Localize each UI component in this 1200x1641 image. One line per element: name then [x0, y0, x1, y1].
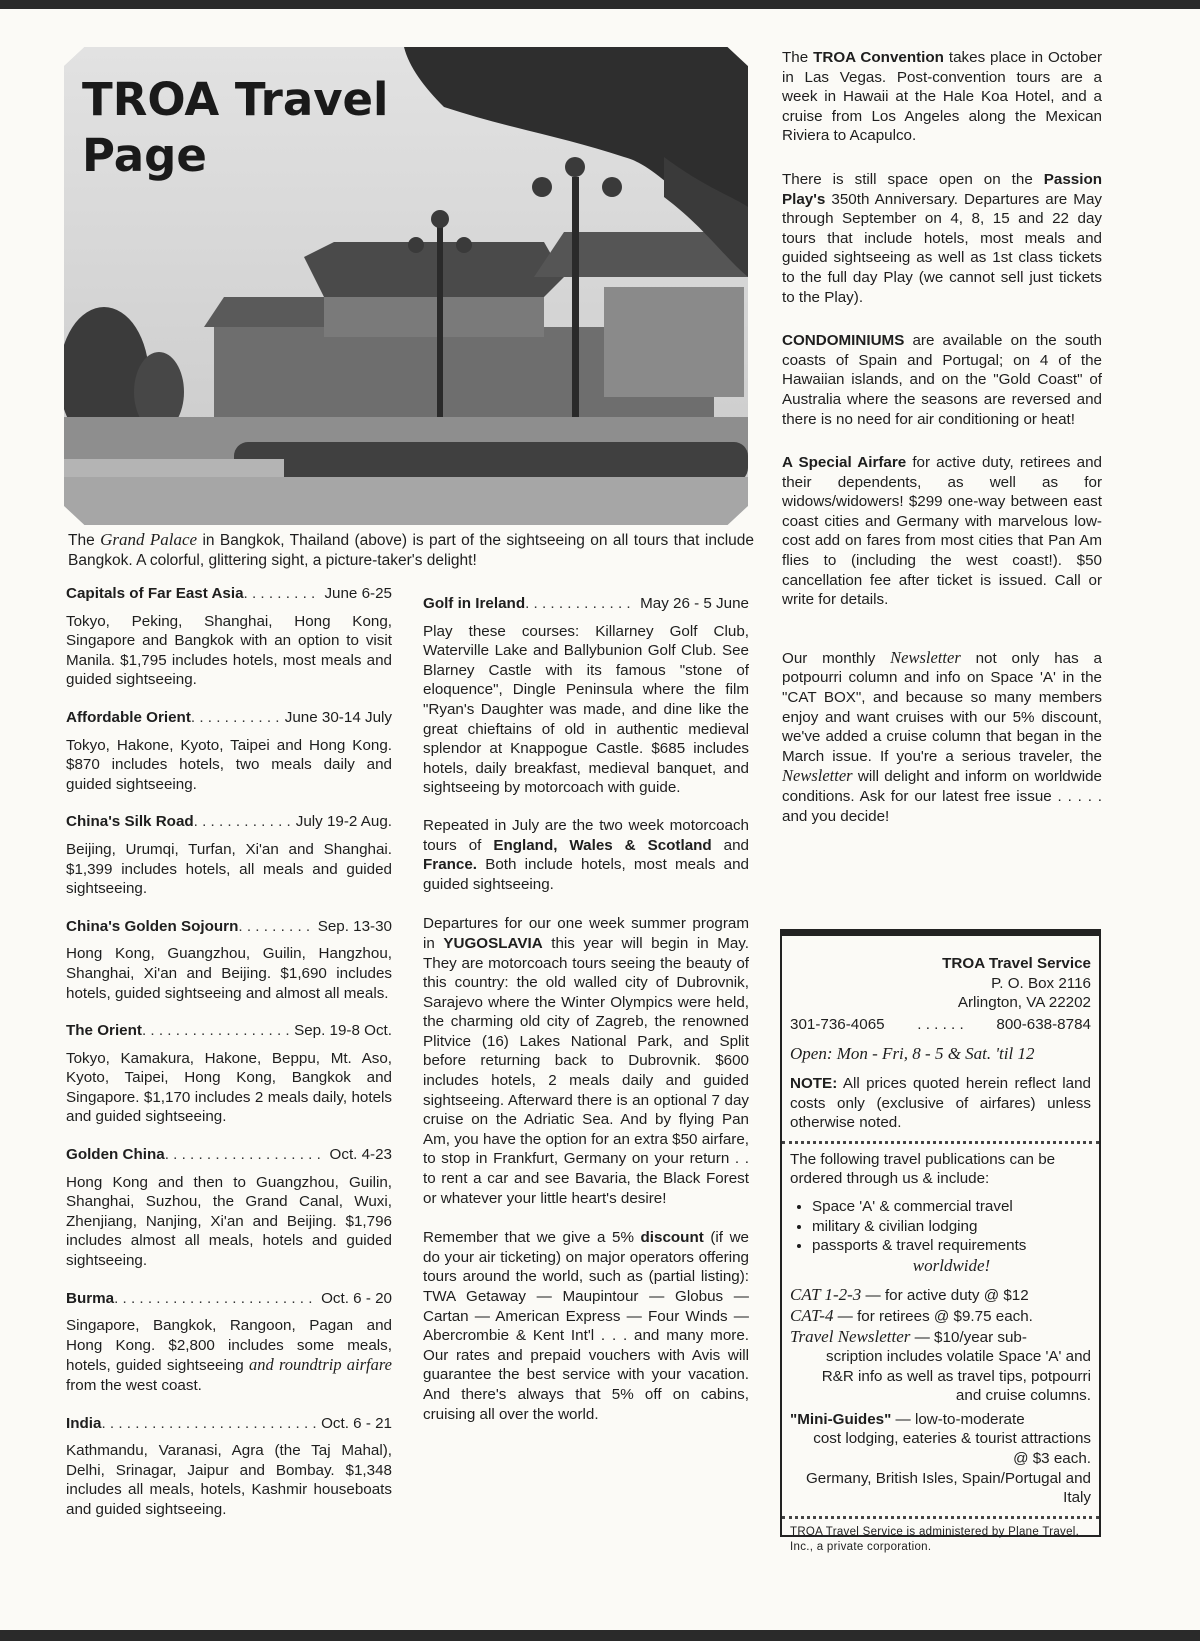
tour-item: [66, 584, 392, 690]
service-phones: 301-736-4065 . . . . . . 800-638-8784: [790, 1015, 1091, 1033]
service-city: Arlington, VA 22202: [957, 994, 1091, 1012]
convention-paragraph: The TROA Convention takes place in October in Las Vegas. Post-convention tours are a week in Hawaii at the Hale Koa Hotel, and a cruise from Los Angeles along the Mexican Riviera to Acapulco.: [782, 49, 1102, 145]
tour-dates: Sep. 19-8 Oct.: [294, 1022, 392, 1040]
tour-description: Hong Kong and then to Guangzhou, Guilin, Shanghai, Suzhou, the Grand Canal, Wuxi, Zhenjiang, Nanjing, Xi'an and Beijing. $1,796 includes almost all meals, hotels and guided sightseeing.: [66, 1173, 392, 1270]
tour-dates: June 6-25: [324, 585, 392, 602]
dotted-divider: [782, 1141, 1099, 1144]
tour-description: Beijing, Urumqi, Turfan, Xi'an and Shanghai. $1,399 includes hotels, all meals and guided sightseeing.: [66, 840, 392, 898]
cat-123-item: CAT 1-2-3 — for active duty @ $12: [790, 1285, 1029, 1305]
mini-guides-countries: Germany, British Isles, Spain/Portugal and Italy: [805, 1469, 1091, 1507]
publications-intro: The following travel publications can be ordered through us & include:: [790, 1150, 1056, 1188]
yugoslavia-paragraph: Departures for our one week summer program in YUGOSLAVIA this year will begin in May. They are motorcoach tours seeing the beauty of this country: the old walled city of Dubrovnik, Sarajevo where the Winter Olympics were held, the charming old city of Zagreb, the renowned Plitvice (16) Lakes National Park, and Split before returning back to Dubrovnik. $600 includes hotels, 2 meals daily and guided sightseeing. Afterward there is an optional 7 day cruise on the Adriatic Sea. And by flying Pan Am, you have the option for an extra $50 airfare, to stop in Frankfurt, Germany on your return . . to rent a car and see Bavaria, the Black Forest or whatever your little heart's desire!: [423, 915, 749, 1207]
tour-name: China's Golden Sojourn: [66, 917, 239, 935]
passion-play-paragraph: There is still space open on the Passion Play's 350th Anniversary. Departures are May through September on 4, 8, 15 and 22 day tours that include hotels, most meals and guided sightseeing as well as 1st class tickets to the full day Play (we cannot sell just tickets to the Play).: [782, 170, 1102, 306]
tour-name: China's Silk Road: [66, 813, 194, 831]
tour-description: Tokyo, Peking, Shanghai, Hong Kong, Singapore and Bangkok with an option to visit Manila. $1,795 includes hotels, most meals and guided sightseeing.: [66, 612, 392, 689]
page-title: TROA Travel Page: [82, 73, 389, 182]
newsletter-item: Travel Newsletter — $10/year sub- scription includes volatile Space 'A' and R&R info as well as travel tips, potpourri and cruise columns.: [790, 1326, 1091, 1405]
tour-item: [66, 708, 392, 794]
tour-item: [66, 917, 392, 1003]
condominiums-paragraph: CONDOMINIUMS are available on the south coasts of Spain and Portugal; on 4 of the Hawaiian islands, and on the "Gold Coast" of Australia where the seasons are reversed and there is no need for air conditioning or heat!: [782, 332, 1102, 428]
right-column: [782, 48, 1102, 850]
tour-name: Affordable Orient: [66, 708, 191, 726]
tour-item: [66, 1021, 392, 1127]
photo-caption: The Grand Palace in Bangkok, Thailand (above) is part of the sightseeing on all tours that include Bangkok. A colorful, glittering sight, a picture-taker's delight!: [68, 530, 755, 569]
tour-name: India: [66, 1414, 102, 1432]
service-name: TROA Travel Service: [942, 955, 1091, 972]
tour-name: The Orient: [66, 1022, 142, 1040]
tour-name: Burma: [66, 1289, 115, 1307]
tour-description: Kathmandu, Varanasi, Agra (the Taj Mahal), Delhi, Srinagar, Jaipur and Bombay. $1,348 includes all meals, hotels, Kashmir houseboats and guided sightseeing.: [66, 1442, 392, 1518]
tour-name: Golf in Ireland: [423, 595, 526, 612]
tour-dates: June 30-14 July: [284, 708, 392, 726]
list-item: • passports & travel requirements worldwide!: [812, 1236, 1091, 1275]
tour-list-column: [66, 584, 392, 1538]
tour-item: [66, 1289, 392, 1396]
mini-guides-item: "Mini-Guides" — low-to-moderate cost lodging, eateries & tourist attractions @ $3 each.: [790, 1410, 1091, 1468]
tour-description: Play these courses: Killarney Golf Club, Waterville Lake and Ballybunion Golf Club. See Blarney Castle with its famous "stone of eloquence", Dingle Peninsula where the film "Ryan's Daughter was made, and dine like the great chieftains of old in authentic medieval splendor at Knappogue Castle. $685 includes hotels, daily breakfast, medieval banquet, and sightseeing by motorcoach with guide.: [423, 622, 749, 797]
tour-dates: July 19-2 Aug.: [295, 813, 392, 831]
special-airfare-paragraph: A Special Airfare for active duty, retirees and their dependents, as well as for widows/widowers! $299 one-way between east coast cities and Germany with marvelous low-cost add on fares from most cities that Pan Am flies to (including the west coast!). $50 cancellation fee after ticket is issued. Call or write for details.: [782, 454, 1102, 609]
phone-local[interactable]: 301-736-4065: [790, 1015, 885, 1033]
tour-item: [423, 594, 749, 798]
office-hours: Open: Mon - Fri, 8 - 5 & Sat. 'til 12: [790, 1044, 1035, 1064]
publications-list: [790, 1197, 1091, 1275]
administration-note: TROA Travel Service is administered by Plane Travel, Inc., a private corporation.: [790, 1525, 1080, 1553]
cat-4-item: CAT-4 — for retirees @ $9.75 each.: [790, 1305, 1033, 1325]
tour-description: Tokyo, Kamakura, Hakone, Beppu, Mt. Aso, Kyoto, Taipei, Hong Kong, Bangkok and Singapore. $1,170 includes 2 meals daily, hotels and guided sightseeing.: [66, 1049, 392, 1126]
tour-description: Singapore, Bangkok, Rangoon, Pagan and Hong Kong. $2,800 includes some meals, hotels, guided sightseeing and roundtrip airfare from the west coast.: [66, 1317, 392, 1394]
tour-description: Hong Kong, Guangzhou, Guilin, Hangzhou, Shanghai, Xi'an and Beijing. $1,690 includes hotels, guided sightseeing and almost all meals.: [66, 945, 392, 1002]
tour-dates: Oct. 4-23: [329, 1146, 392, 1164]
tour-dates: Sep. 13-30: [317, 917, 392, 935]
dotted-divider: [782, 1516, 1099, 1519]
tour-dates: May 26 - 5 June: [640, 595, 749, 612]
bottom-border: [0, 1630, 1200, 1641]
top-border: [0, 0, 1200, 9]
tour-dates: Oct. 6 - 21: [321, 1414, 392, 1432]
tour-name: Capitals of Far East Asia: [66, 585, 244, 602]
newsletter-paragraph: Our monthly Newsletter not only has a potpourri column and info on Space 'A' in the "CAT BOX", and because so many members enjoy and want cruises with our 5% discount, we've added a cruise column that began in the March issue. If you're a serious traveler, the Newsletter will delight and inform on worldwide conditions. Ask for our latest free issue . . . . . and you decide!: [782, 647, 1102, 825]
tour-description: Tokyo, Hakone, Kyoto, Taipei and Hong Kong. $870 includes hotels, two meals daily and guided sightseeing.: [66, 736, 392, 793]
service-po-box: P. O. Box 2116: [991, 974, 1091, 992]
tour-name: Golden China: [66, 1146, 165, 1164]
england-france-paragraph: Repeated in July are the two week motorcoach tours of England, Wales & Scotland and France. Both include hotels, most meals and guided sightseeing.: [423, 816, 750, 893]
tour-item: [66, 812, 392, 898]
travel-service-box: [780, 929, 1101, 1553]
price-note: NOTE: All prices quoted herein reflect land costs only (exclusive of airfares) unless otherwise noted.: [790, 1074, 1091, 1132]
list-item: • Space 'A' & commercial travel: [812, 1197, 1091, 1217]
discount-paragraph: Remember that we give a 5% discount (if we do your air ticketing) on major operators offering tours around the world, such as (partial listing): TWA Getaway — Maupintour — Globus — Cartan — American Express — Four Winds — Abercrombie & Kent Int'l . . . and many more. Our rates and prepaid vouchers with Avis will guarantee the best service with your vacation. And there's always that 5% off on cabins, cruising all over the world.: [423, 1229, 749, 1423]
tour-dates: Oct. 6 - 20: [321, 1289, 392, 1307]
list-item: • military & civilian lodging: [812, 1217, 1091, 1237]
tour-item: [66, 1145, 392, 1271]
tour-item: [66, 1414, 392, 1520]
phone-toll-free[interactable]: 800-638-8784: [996, 1015, 1091, 1033]
middle-column: [423, 594, 749, 1444]
